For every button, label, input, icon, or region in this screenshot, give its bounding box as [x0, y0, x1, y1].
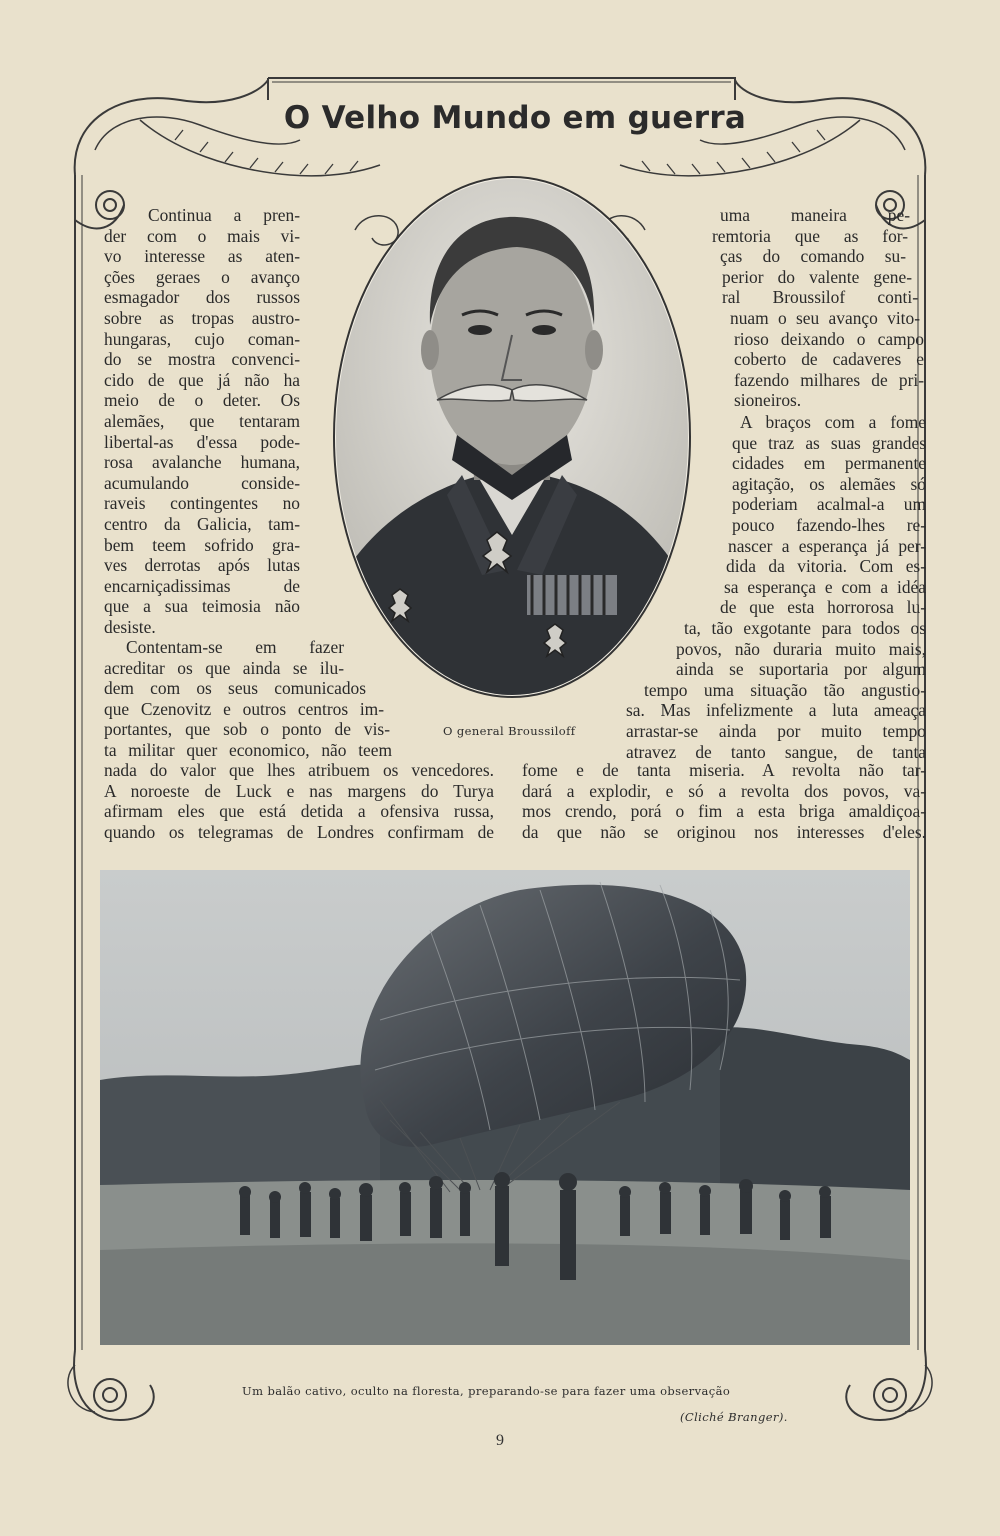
text-line: raveis contingentes no: [104, 493, 300, 514]
text-line: encarniçadissimas de: [104, 575, 300, 596]
text-line: Contentam-se em fazer: [126, 637, 344, 657]
text-line: ções geraes o avanço: [104, 266, 300, 287]
text-line: coberto de cadaveres e: [734, 349, 924, 370]
text-line: ta, tão exgotante para todos os: [684, 617, 926, 638]
text-line: perior do valente gene-: [722, 266, 912, 287]
text-line: do se mostra convenci-: [104, 349, 300, 370]
text-line: arrastar-se ainda por muito tempo: [626, 720, 926, 741]
text-line: ral Broussilof conti-: [722, 287, 918, 308]
text-line: desiste.: [104, 616, 156, 637]
bottom-left-column: [104, 760, 494, 842]
text-line: tempo uma situação tão angustio-: [644, 679, 926, 700]
text-line: pouco fazendo-lhes re-: [732, 514, 926, 535]
photo-caption: Um balão cativo, oculto na floresta, preparando-se para fazer uma observação: [242, 1384, 731, 1398]
left-paragraph-1: [104, 205, 300, 637]
text-line: que a sua teimosia não: [104, 596, 300, 617]
text-line: remtoria que as for-: [712, 225, 908, 246]
text-line: A braços com a fome: [740, 412, 926, 432]
text-line: portantes, que sob o ponto de vis-: [104, 719, 390, 740]
text-line: fome e de tanta miseria. A revolta não tar-: [522, 760, 926, 780]
left-column: [104, 205, 300, 637]
text-line: uma maneira pe-: [720, 205, 910, 225]
text-line: que Czenovitz e outros centros im-: [104, 698, 384, 719]
text-line: nascer a esperança já per-: [728, 535, 926, 556]
text-line: esmagador dos russos: [104, 287, 300, 308]
text-line: sobre as tropas austro-: [104, 307, 300, 328]
right-column: [712, 205, 924, 411]
text-line: atravez de tanto sangue, de tanta: [626, 741, 926, 762]
text-line: sioneiros.: [734, 390, 802, 411]
text-line: sa esperança e com a idéa: [724, 576, 926, 597]
text-line: bem teem sofrido gra-: [104, 534, 300, 555]
text-line: nada do valor que lhes atribuem os vencedores.: [104, 760, 494, 780]
text-line: alemães, que tentaram: [104, 410, 300, 431]
portrait-caption: O general Broussiloff: [443, 724, 576, 738]
captive-balloon-photo: [100, 870, 910, 1345]
text-line: rioso deixando o campo: [734, 328, 924, 349]
text-line: cidades em permanente: [732, 453, 926, 474]
right-column-continued: [620, 412, 926, 762]
text-line: meio de o deter. Os: [104, 390, 300, 411]
text-line: cido de que já não ha: [104, 369, 300, 390]
text-line: ças do comando su-: [720, 246, 906, 267]
text-line: que traz as suas grandes: [732, 432, 926, 453]
text-line: ainda se suportaria por algum: [676, 659, 926, 680]
text-line: acreditar os que ainda se ilu-: [104, 657, 344, 678]
text-line: dem com os seus comunicados: [104, 678, 366, 699]
article-title: O Velho Mundo em guerra: [283, 100, 747, 136]
text-line: dará a explodir, e só a revolta dos povos, va-: [522, 780, 926, 801]
bottom-right-column: [522, 760, 926, 842]
text-line: mos crendo, porá o fim a esta briga amaldiçoa-: [522, 801, 926, 822]
text-line: ves derrotas após lutas: [104, 555, 300, 576]
text-line: rosa avalanche humana,: [104, 452, 300, 473]
text-line: der com o mais vi-: [104, 225, 300, 246]
text-line: libertal-as d'essa pode-: [104, 431, 300, 452]
text-line: dida da vitoria. Com es-: [726, 556, 926, 577]
text-line: acumulando conside-: [104, 472, 300, 493]
text-line: A noroeste de Luck e nas margens do Turya: [104, 780, 494, 801]
text-line: poderiam acalmal-a um: [732, 494, 926, 515]
text-line: agitação, os alemães só: [732, 473, 926, 494]
text-line: da que não se originou nos interesses d'eles.: [522, 821, 926, 842]
text-line: fazendo milhares de pri-: [734, 369, 924, 390]
text-line: afirmam eles que está detida a ofensiva russa,: [104, 801, 494, 822]
text-line: quando os telegramas de Londres confirmam de: [104, 821, 494, 842]
page-number: 9: [496, 1432, 504, 1449]
text-line: hungaras, cujo coman-: [104, 328, 300, 349]
text-line: povos, não duraria muito mais,: [676, 638, 926, 659]
text-line: Continua a pren-: [148, 205, 300, 225]
text-line: ta militar quer economico, não teem: [104, 739, 392, 760]
photo-credit: (Cliché Branger).: [680, 1410, 788, 1424]
text-line: sa. Mas infelizmente a luta ameaça: [626, 700, 926, 721]
text-line: centro da Galicia, tam-: [104, 513, 300, 534]
text-line: vo interesse as aten-: [104, 246, 300, 267]
text-line: de que esta horrorosa lu-: [720, 597, 926, 618]
text-line: nuam o seu avanço vito-: [730, 307, 920, 328]
